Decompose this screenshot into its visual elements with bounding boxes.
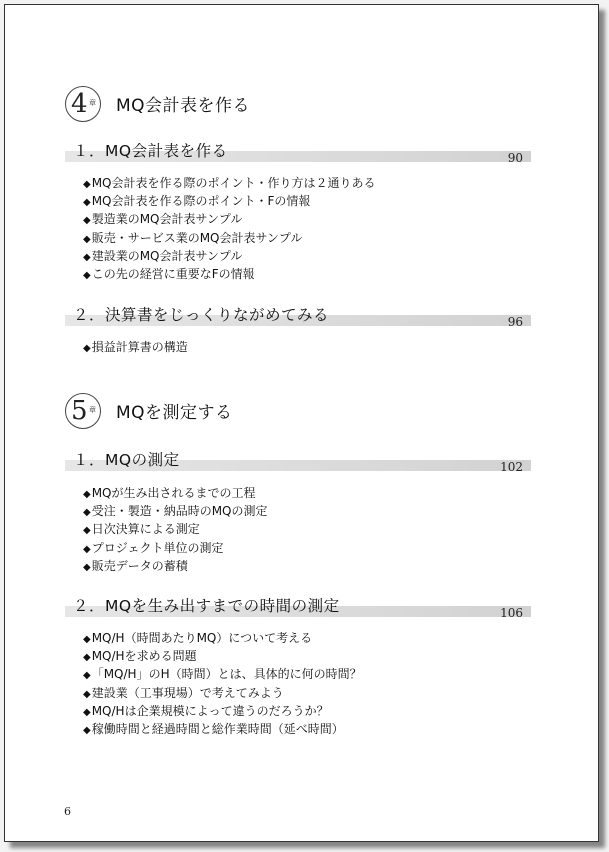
list-item: ◆建設業のMQ会計表サンプル: [83, 248, 243, 263]
section-4-1: [65, 138, 531, 165]
diamond-bullet-icon: ◆: [83, 652, 91, 664]
diamond-bullet-icon: ◆: [83, 724, 91, 736]
list-item: ◆受注・製造・納品時のMQの測定: [83, 504, 268, 519]
section-page-number: 106: [500, 606, 523, 620]
list-item: ◆建設業（工事現場）で考えてみよう: [83, 685, 284, 700]
diamond-bullet-icon: ◆: [83, 543, 91, 555]
diamond-bullet-icon: ◆: [83, 215, 91, 227]
chapter-5-heading: [65, 393, 465, 433]
list-item: ◆MQ/Hを求める問題: [83, 649, 197, 664]
diamond-bullet-icon: ◆: [83, 525, 91, 537]
list-item: ◆MQ/H（時間あたりMQ）について考える: [83, 631, 313, 645]
list-item: ◆MQ会計表を作る際のポイント・作り方は２通りある: [83, 176, 376, 190]
chapter-number-circle: [65, 393, 101, 429]
document-page: [4, 4, 599, 842]
list-item: ◆プロジェクト単位の測定: [83, 540, 224, 555]
chapter-title: MQ会計表を作る: [116, 96, 251, 116]
list-item: ◆製造業のMQ会計表サンプル: [83, 212, 243, 227]
section-title: ２．決算書をじっくりながめてみる: [73, 306, 330, 324]
section-4-2: [65, 302, 531, 329]
diamond-bullet-icon: ◆: [83, 507, 91, 519]
section-title: １．MQの測定: [73, 451, 180, 469]
diamond-bullet-icon: ◆: [83, 197, 91, 209]
list-item: ◆販売・サービス業のMQ会計表サンプル: [83, 230, 303, 245]
diamond-bullet-icon: ◆: [83, 489, 91, 500]
chapter-number: 4: [71, 89, 88, 119]
chapter-number: 5: [71, 396, 88, 426]
section-5-2: [65, 593, 531, 620]
section-5-1: [65, 447, 531, 474]
diamond-bullet-icon: ◆: [83, 670, 91, 682]
list-item: ◆日次決算による測定: [83, 522, 200, 537]
section-page-number: 102: [500, 460, 523, 474]
section-4-2-items: [83, 338, 188, 356]
list-item: ◆MQ/Hは企業規模によって違うのだろうか？: [83, 703, 329, 718]
list-item: ◆「MQ/H」のH（時間）とは、具体的に何の時間？: [83, 667, 362, 682]
diamond-bullet-icon: ◆: [83, 688, 91, 700]
list-item: ◆販売データの蓄積: [83, 558, 188, 573]
diamond-bullet-icon: ◆: [83, 269, 91, 281]
section-page-number: 90: [507, 151, 523, 165]
section-page-number: 96: [507, 315, 523, 329]
list-item: ◆MQ会計表を作る際のポイント・Fの情報: [83, 194, 311, 209]
list-item: ◆損益計算書の構造: [83, 340, 188, 354]
section-title: ２．MQを生み出すまでの時間の測定: [73, 597, 340, 615]
chapter-title: MQを測定する: [116, 403, 233, 423]
section-title: １．MQ会計表を作る: [73, 142, 228, 160]
list-item: ◆MQが生み出されるまでの工程: [83, 486, 256, 500]
diamond-bullet-icon: ◆: [83, 179, 91, 190]
list-item: ◆稼働時間と経過時間と総作業時間（延べ時間）: [83, 721, 344, 736]
page-number: 6: [64, 805, 71, 818]
diamond-bullet-icon: ◆: [83, 561, 91, 573]
chapter-suffix: 章: [89, 99, 96, 107]
diamond-bullet-icon: ◆: [83, 634, 91, 645]
list-item: ◆この先の経営に重要なFの情報: [83, 266, 255, 281]
diamond-bullet-icon: ◆: [83, 251, 91, 263]
chapter-number-circle: [65, 86, 101, 122]
chapter-suffix: 章: [89, 406, 96, 414]
diamond-bullet-icon: ◆: [83, 343, 91, 354]
diamond-bullet-icon: ◆: [83, 706, 91, 718]
diamond-bullet-icon: ◆: [83, 233, 91, 245]
chapter-4-heading: [65, 86, 465, 126]
section-4-1-items: [83, 174, 376, 283]
section-5-2-items: [83, 629, 362, 738]
section-5-1-items: [83, 484, 268, 575]
